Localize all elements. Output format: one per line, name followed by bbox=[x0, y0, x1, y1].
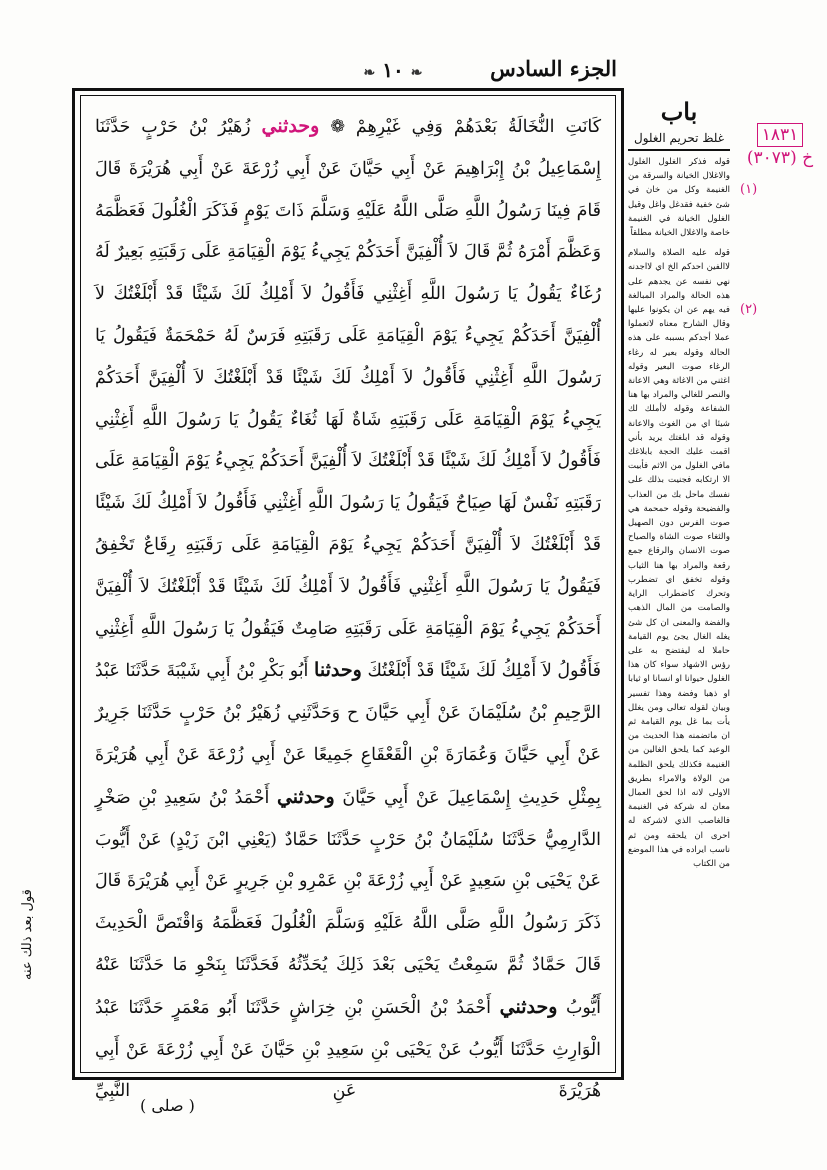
note-1: قوله فذكر الغلول الغلول والاغلال الخيانة والسرقة من الغنيمة وكل من خان في شئ خفية فقدغل واغل وقيل الغلول الخيانة في الغنيمة خاصة والاغلال الخيانة مطلقاً bbox=[628, 157, 730, 239]
chapter-label: باب bbox=[660, 97, 698, 126]
text-segment: أَحْمَدُ بْنُ سَعِيدِ بْنِ صَخْرٍ الدَّارِمِيُّ حَدَّثَنَا سُلَيْمَانُ بْنُ حَرْبٍ حَدَّثَنَا حَمَّادٌ (يَعْنِي ابْنَ زَيْدٍ) عَنْ أَيُّوبَ عَنْ يَحْيَى بْنِ سَعِيدٍ عَنْ أَبِي زُرْعَةَ بْنِ عَمْرِو بْنِ جَرِيرٍ عَنْ أَبِي هُرَيْرَةَ قَالَ ذَكَرَ رَسُولُ اللَّهِ صَلَّى اللَّهُ عَلَيْهِ وَسَلَّمَ الْغُلُولَ فَعَظَّمَهُ وَاقْتَصَّ الْحَدِيثَ قَالَ حَمَّادٌ ثُمَّ سَمِعْتُ يَحْيَى بَعْدَ ذَلِكَ يُحَدِّثُهُ فَحَدَّثَنَا بِنَحْوِ مَا حَدَّثَنَا عَنْهُ أَيُّوبُ bbox=[95, 787, 602, 1018]
text-segment: زُهَيْرُ بْنُ حَرْبٍ حَدَّثَنَا إِسْمَاعِيلُ بْنُ إِبْرَاهِيمَ عَنْ أَبِي حَيَّانَ عَنْ أَبِي زُرْعَةَ عَنْ أَبِي هُرَيْرَةَ قَالَ قَامَ فِينَا رَسُولُ اللَّهِ صَلَّى اللَّهُ عَلَيْهِ وَسَلَّمَ ذَاتَ يَوْمٍ فَذَكَرَ الْغُلُولَ فَعَظَّمَهُ وَعَظَّمَ أَمْرَهُ ثُمَّ قَالَ لاَ أُلْفِيَنَّ أَحَدَكُمْ يَجِيءُ يَوْمَ الْقِيَامَةِ عَلَى رَقَبَتِهِ بَعِيرٌ لَهُ رُغَاءٌ يَقُولُ يَا رَسُولَ اللَّهِ أَغِثْنِي فَأَقُولُ لاَ أَمْلِكُ لَكَ شَيْئًا قَدْ أَبْلَغْتُكَ لاَ أُلْفِيَنَّ أَحَدَكُمْ يَجِيءُ يَوْمَ الْقِيَامَةِ عَلَى رَقَبَتِهِ فَرَسٌ لَهُ حَمْحَمَةٌ فَيَقُولُ يَا رَسُولَ اللَّهِ أَغِثْنِي فَأَقُولُ لاَ أَمْلِكُ لَكَ شَيْئًا قَدْ أَبْلَغْتُكَ لاَ أُلْفِيَنَّ أَحَدَكُمْ يَجِيءُ يَوْمَ الْقِيَامَةِ عَلَى رَقَبَتِهِ شَاةٌ لَهَا ثُغَاءٌ يَقُولُ يَا رَسُولَ اللَّهِ أَغِثْنِي فَأَقُولُ لاَ أَمْلِكُ لَكَ شَيْئًا قَدْ أَبْلَغْتُكَ لاَ أُلْفِيَنَّ أَحَدَكُمْ يَجِيءُ يَوْمَ الْقِيَامَةِ عَلَى رَقَبَتِهِ نَفْسٌ لَهَا صِيَاحٌ فَيَقُولُ يَا رَسُولَ اللَّهِ أَغِثْنِي فَأَقُولُ لاَ أَمْلِكُ لَكَ شَيْئًا قَدْ أَبْلَغْتُكَ لاَ أُلْفِيَنَّ أَحَدَكُمْ يَجِيءُ يَوْمَ الْقِيَامَةِ عَلَى رَقَبَتِهِ رِقَاعٌ تَخْفِقُ فَيَقُولُ يَا رَسُولَ اللَّهِ أَغِثْنِي فَأَقُولُ لاَ أَمْلِكُ لَكَ شَيْئًا قَدْ أَبْلَغْتُكَ لاَ أُلْفِيَنَّ أَحَدَكُمْ يَجِيءُ يَوْمَ الْقِيَامَةِ عَلَى رَقَبَتِهِ صَامِتٌ فَيَقُولُ يَا رَسُولَ اللَّهِ أَغِثْنِي فَأَقُولُ لاَ أَمْلِكُ لَكَ شَيْئًا قَدْ أَبْلَغْتُكَ bbox=[95, 117, 601, 682]
side-commentary bbox=[628, 95, 730, 1075]
commentary-notes bbox=[628, 155, 730, 871]
page-number: ١٠ bbox=[382, 58, 404, 82]
margin-note: قول بعد ذلك عنه bbox=[20, 889, 35, 981]
note-2: قوله عليه الصلاة والسلام لاالفين احدكم الخ اي لااجدنه نهي نفسه عن يجدهم على هذه الحالة والمراد المبالغة فيه يهم عن ان يكونوا عليها وقال الشارح معناه لاتعملوا عملا أجدكم بسببه على هذه الحالة وقوله بعير له رغاء الرغاء صوت البعير وقوله اغثني من الاغاثة وهي الاعانة والنصر للغالي والمراد بها هنا الشفاعة وقوله لاأملك لك شيئا اي من الغوث والاعانة وقوله قد ابلغتك يريد بأني اقمت عليك الحجة بابلاغك مافي الغلول من الاثم فأبيت الا ارتكابه فجنيت بذلك على نفسك ماحل بك من العذاب والفضيحة وقوله حمحمة هي صوت الفرس دون الصهيل والثغاء صوت الشاة والصياح صوت الانسان والرقاع جمع رقعة والمراد بها هنا الثياب وقوله تخفق اي تضطرب وتحرك كاضطراب الراية والصامت من المال الذهب والفضة والمعنى ان كل شئ يغله الغال يجئ يوم القيامة حاملا له ليفتضح به على رؤس الاشهاد سواء كان هذا الغلول حيوانا او انسانا او ثيابا او ذهبا وفضة وهذا تفسير وبيان لقوله تعالى ومن يغلل يأت بما غل يوم القيامة ثم ان ماتضمنه هذا الحديث من الوعيد كما يلحق الغالين من الغنيمة فكذلك يلحق الظلمة من الولاة والامراء بطريق الاولى لانه اذا لحق العمال معان له شركة في الغنيمة فالغاصب الذي لاشركة له احرى ان يلحقه ومن ثم ناسب ايراده في هذا الموضع من الكتاب bbox=[628, 248, 730, 869]
text-segment: كَانَتِ النُّخَالَةُ بَعْدَهُمْ وَفِي غَيْرِهِمْ ❁ bbox=[330, 117, 601, 137]
page-number-bar bbox=[318, 58, 468, 84]
chain-marker: وحدثني bbox=[276, 785, 335, 808]
hadith-reference bbox=[745, 123, 815, 169]
chain-marker: وحدثني bbox=[499, 995, 558, 1018]
reference-sub-number: (٣٠٧٣) bbox=[746, 148, 797, 168]
ornament-icon: ❧ bbox=[363, 65, 376, 81]
catchword: ( صلى ) bbox=[140, 1096, 195, 1115]
part-title: الجزء السادس bbox=[490, 56, 617, 81]
chapter-heading bbox=[628, 95, 730, 151]
hadith-number: ١٨٣١ bbox=[757, 123, 804, 147]
text-segment: أَبُو بَكْرِ بْنُ أَبِي شَيْبَةَ حَدَّثَنَا عَبْدُ الرَّحِيمِ بْنُ سُلَيْمَانَ عَنْ أَبِي حَيَّانَ ح وَحَدَّثَنِي زُهَيْرُ بْنُ حَرْبٍ حَدَّثَنَا جَرِيرٌ عَنْ أَبِي حَيَّانَ وَعُمَارَةَ بْنِ الْقَعْقَاعِ جَمِيعًا عَنْ أَبِي زُرْعَةَ عَنْ أَبِي هُرَيْرَةَ بِمِثْلِ حَدِيثِ إِسْمَاعِيلَ عَنْ أَبِي حَيَّانَ bbox=[95, 661, 601, 808]
chapter-title: غلظ تحريم الغلول bbox=[634, 131, 724, 145]
text-frame bbox=[80, 95, 616, 1102]
chain-marker: وحدثني bbox=[261, 115, 320, 137]
text-segment: أَحْمَدُ بْنُ الْحَسَنِ بْنِ خِرَاشٍ حَدَّثَنَا أَبُو مَعْمَرٍ حَدَّثَنَا عَبْدُ الْوَارِثِ حَدَّثَنَا أَيُّوبُ عَنْ يَحْيَى بْنِ سَعِيدِ بْنِ حَيَّانَ عَنْ أَبِي زُرْعَةَ عَنْ أَبِي هُرَيْرَةَ عَنِ النَّبِيِّ bbox=[95, 997, 601, 1102]
note-marker: (٢) bbox=[740, 302, 758, 317]
ornament-icon: ❧ bbox=[410, 65, 423, 81]
note-marker: (١) bbox=[740, 182, 758, 197]
chain-marker: وحدثنا bbox=[314, 659, 362, 682]
reference-sub: خ bbox=[802, 148, 814, 168]
main-hadith-text bbox=[95, 106, 601, 1113]
